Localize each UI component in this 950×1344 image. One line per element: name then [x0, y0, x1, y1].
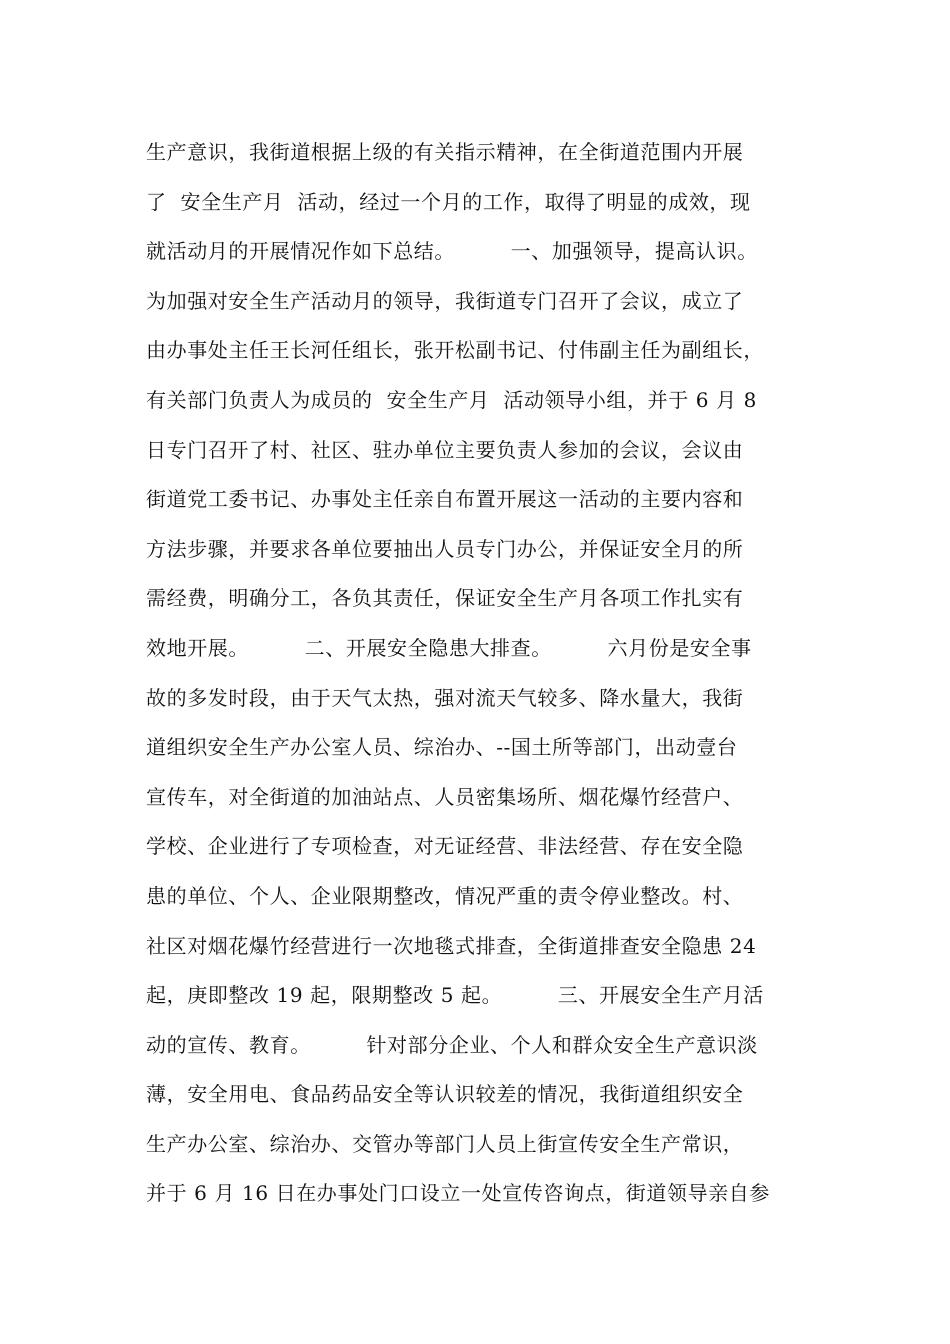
- text-line: 并于 6 月 16 日在办事处门口设立一处宣传咨询点，街道领导亲自参: [146, 1181, 771, 1206]
- text-line: 为加强对安全生产活动月的领导，我街道专门召开了会议，成立了: [146, 288, 744, 313]
- body-text: [146, 128, 826, 1219]
- text-line: 患的单位、个人、企业限期整改，情况严重的责令停业整改。村、: [146, 883, 744, 908]
- text-line: 方法步骤，并要求各单位要抽出人员专门办公，并保证安全月的所: [146, 536, 744, 561]
- text-line: 薄，安全用电、食品药品安全等认识较差的情况，我街道组织安全: [146, 1082, 744, 1107]
- text-line: 街道党工委书记、办事处主任亲自布置开展这一活动的主要内容和: [146, 487, 744, 512]
- text-line: 就活动月的开展情况作如下总结。 一、加强领导，提高认识。: [146, 239, 758, 264]
- text-line: 学校、企业进行了专项检查，对无证经营、非法经营、存在安全隐: [146, 834, 744, 859]
- text-line: 由办事处主任王长河任组长，张开松副书记、付伟副主任为副组长，: [146, 338, 764, 363]
- text-line: 故的多发时段，由于天气太热，强对流天气较多、降水量大，我街: [146, 685, 744, 710]
- text-line: 宣传车，对全街道的加油站点、人员密集场所、烟花爆竹经营户、: [146, 784, 744, 809]
- text-line: 生产办公室、综治办、交管办等部门人员上街宣传安全生产常识，: [146, 1131, 744, 1156]
- text-line: 生产意识，我街道根据上级的有关指示精神，在全街道范围内开展: [146, 140, 744, 164]
- text-line: 动的宣传、教育。 针对部分企业、个人和群众安全生产意识淡: [146, 1032, 758, 1057]
- text-line: 了 安全生产月 活动，经过一个月的工作，取得了明显的成效，现: [146, 189, 751, 214]
- text-line: 道组织安全生产办公室人员、综治办、--国土所等部门，出动壹台: [146, 735, 738, 760]
- text-line: 日专门召开了村、社区、驻办单位主要负责人参加的会议，会议由: [146, 437, 744, 462]
- text-line: 效地开展。 二、开展安全隐患大排查。 六月份是安全事: [146, 635, 752, 660]
- text-line: 有关部门负责人为成员的 安全生产月 活动领导小组，并于 6 月 8: [146, 387, 757, 412]
- text-line: 需经费，明确分工，各负其责任，保证安全生产月各项工作扎实有: [146, 586, 744, 611]
- text-line: 起，庚即整改 19 起，限期整改 5 起。 三、开展安全生产月活: [146, 983, 764, 1008]
- text-line: 社区对烟花爆竹经营进行一次地毯式排查，全街道排查安全隐患 24: [146, 933, 757, 958]
